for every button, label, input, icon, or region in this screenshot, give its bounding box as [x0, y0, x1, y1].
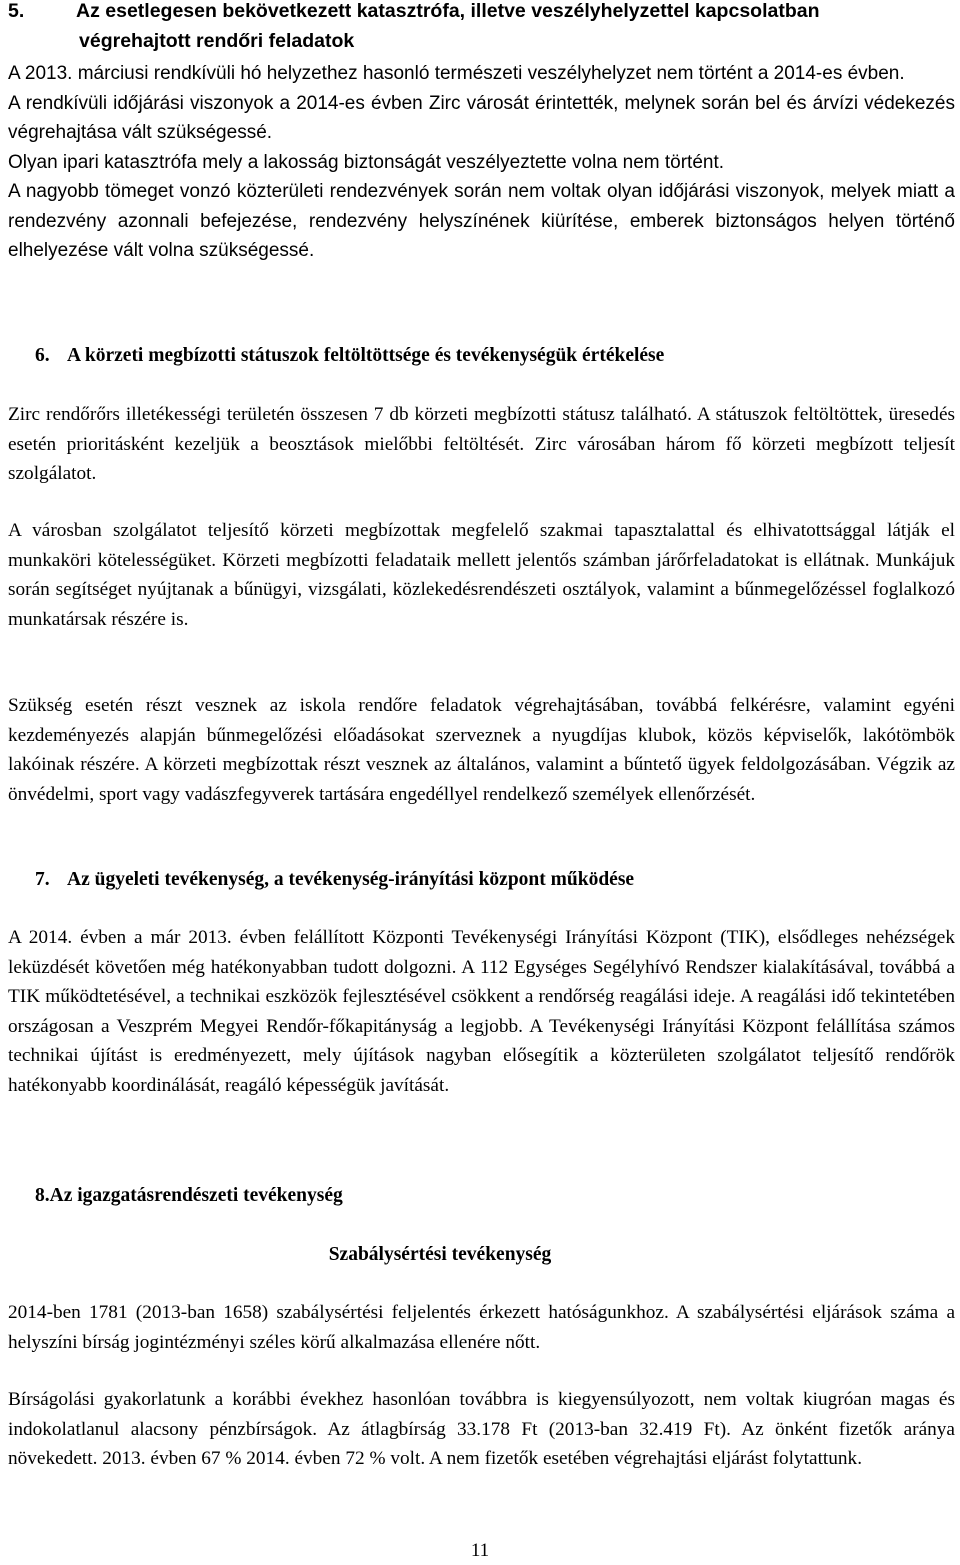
section-7-paragraph-1: A 2014. évben a már 2013. évben felállított Központi Tevékenységi Irányítási Központ (TIK), elsődleges nehézségek leküzdését követően még hatékonyabban tudott dolgozni. A 112 Egységes Segélyhívó Rendszer kialakításával, továbbá a TIK működtetésével, a technikai eszközök fejlesztésével csökkent a rendőrség reagálási ideje. A reagálási idő tekintetében országosan a Veszprém Megyei Rendőr-főkapitányság a legjobb. A Tevékenységi Irányítási Központ felállítása számos technikai újítást is eredményezett, mely újítások nagyban elősegítik a közterületen szolgálatot teljesítő rendőrök hatékonyabb koordinálását, reagáló képességük javítását. — [8, 927, 955, 1096]
section-6-paragraph-1: Zirc rendőrőrs illetékességi területén összesen 7 db körzeti megbízotti státusz található. A státuszok feltöltöttek, üresedés esetén prioritásként kezeljük a beosztások mielőbbi feltöltését. Zirc városában három fő körzeti megbízott teljesít szolgálatot. — [8, 404, 955, 484]
section-5-title-line1: Az esetlegesen bekövetkezett katasztrófa, illetve veszélyhelyzettel kapcsolatban — [76, 0, 820, 22]
section-5-paragraph-1: A 2013. márciusi rendkívüli hó helyzethez hasonló természeti veszélyhelyzet nem történt a 2014-es évben. — [8, 63, 905, 84]
section-8-paragraph-1: 2014-ben 1781 (2013-ban 1658) szabálysértési feljelentés érkezett hatóságunkhoz. A szabálysértési eljárások száma a helyszíni bírság jogintézményi széles körű alkalmazása ellenére nőtt. — [8, 1302, 955, 1353]
section-5-paragraph-4: A nagyobb tömeget vonzó közterületi rendezvények során nem voltak olyan időjárási viszonyok, melyek miatt a rendezvény azonnali befejezése, rendezvény helyszínének kiürítése, emberek biztonságos helyen történő elhelyezése vált volna szükségessé. — [8, 181, 955, 261]
section-8-paragraph-2: Bírságolási gyakorlatunk a korábbi évekhez hasonlóan továbbra is kiegyensúlyozott, nem voltak kiugróan magas és indokolatlanul alacsony pénzbírságok. Az átlagbírság 33.178 Ft (2013-ban 32.419 Ft). Az önként fizetők aránya növekedett. 2013. évben 67 % 2014. évben 72 % volt. A nem fizetők esetében végrehajtási eljárást folytattunk. — [8, 1389, 955, 1469]
section-8-subheading: Szabálysértési tevékenység — [328, 1244, 552, 1265]
section-6-heading — [35, 342, 664, 370]
section-5-title-line2: végrehajtott rendőri feladatok — [79, 30, 355, 52]
section-6-paragraph-3: Szükség esetén részt vesznek az iskola rendőre feladatok végrehajtásában, továbbá felkérésre, valamint egyéni kezdeményezés alapján bűnmegelőzési előadásokat szerveznek a nyugdíjas klubok, közös képviselők, lakótömbök lakóinak részére. A körzeti megbízottak részt vesznek az általános, valamint a bűntető ügyek feldolgozásában. Végzik az önvédelmi, sport vagy vadászfegyverek tartására engedéllyel rendelkező személyek ellenőrzését. — [8, 695, 955, 805]
section-5-number: 5. — [8, 0, 25, 22]
section-6-number: 6. — [35, 345, 50, 366]
page-number: 11 — [470, 1540, 490, 1561]
section-5-heading — [8, 0, 958, 56]
section-7-title: Az ügyeleti tevékenység, a tevékenység-irányítási központ működése — [67, 869, 635, 890]
section-8-heading: 8.Az igazgatásrendészeti tevékenység — [35, 1185, 343, 1206]
section-5-paragraph-3: Olyan ipari katasztrófa mely a lakosság biztonságát veszélyeztette volna nem történt. — [8, 151, 725, 173]
section-6-paragraph-2: A városban szolgálatot teljesítő körzeti megbízottak megfelelő szakmai tapasztalattal és elhivatottsággal látják el munkaköri kötelességüket. Körzeti megbízotti feladataik mellett jelentős számban járőrfeladatokat is ellátnak. Munkájuk során segítséget nyújtanak a bűnügyi, vizsgálati, közlekedésrendészeti osztályok, valamint a bűnmegelőzéssel foglalkozó munkatársak részére is. — [8, 520, 955, 630]
section-7-number: 7. — [35, 869, 50, 890]
section-7-heading — [35, 866, 634, 894]
section-5-paragraph-2: A rendkívüli időjárási viszonyok a 2014-es évben Zirc városát érintették, melynek során bel és árvízi védekezés végrehajtása vált szükségessé. — [8, 92, 955, 143]
section-5-body — [8, 59, 955, 266]
section-6-title: A körzeti megbízotti státuszok feltöltöttsége és tevékenységük értékelése — [67, 345, 665, 366]
